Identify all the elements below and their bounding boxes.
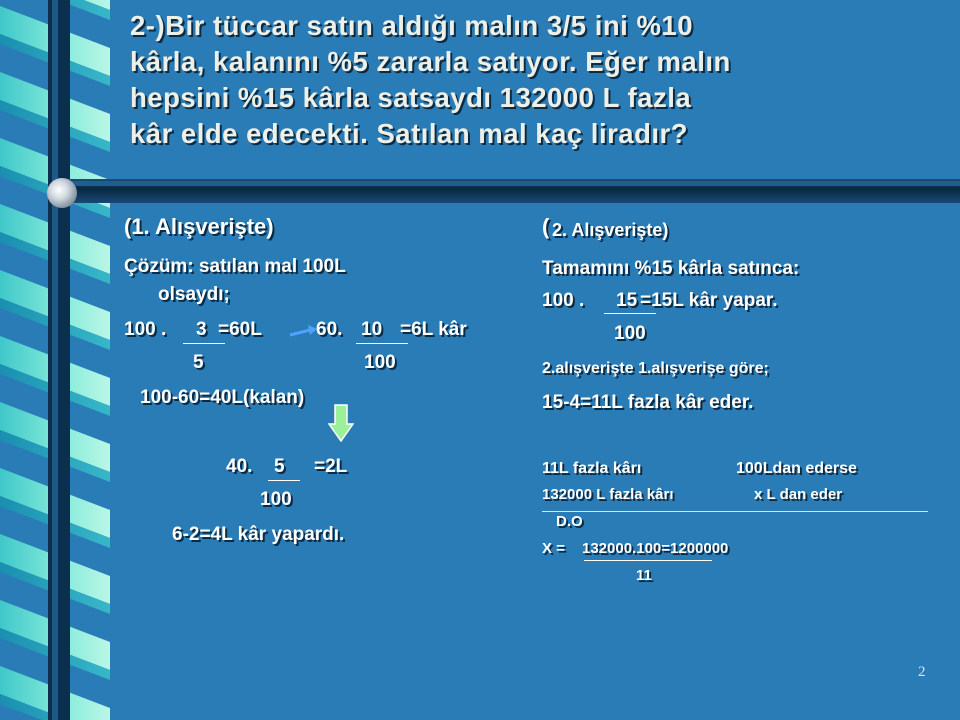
- calc-result: =15L kâr yapar.: [640, 290, 778, 311]
- calc-result: =2L: [314, 456, 348, 477]
- fraction-line: [183, 343, 225, 344]
- solution-line: Çözüm: satılan mal 100L: [124, 256, 346, 277]
- extra-profit-line: 15-4=11L fazla kâr eder.: [542, 392, 754, 413]
- x-equation-prefix: X =: [542, 540, 565, 557]
- calc-prefix: 100 .: [542, 290, 585, 311]
- fraction-numerator: 5: [274, 456, 285, 477]
- right-heading-paren: (: [542, 214, 550, 239]
- right-heading: 2. Alışverişte): [552, 220, 669, 240]
- fraction-line: [604, 313, 656, 314]
- fraction-denominator: 100: [364, 352, 396, 373]
- header-bar-highlight: [64, 181, 960, 186]
- calc-prefix: 100 .: [124, 319, 167, 340]
- calc-result: =60L: [218, 319, 262, 340]
- fraction-line: [584, 560, 712, 561]
- proportion-a: 11L fazla kârı: [542, 460, 642, 477]
- arrow-down-icon: [328, 404, 354, 442]
- calc-result: =6L kâr: [400, 319, 467, 340]
- ribbon-border: [0, 0, 110, 720]
- fraction-denominator: 100: [260, 489, 292, 510]
- calc-prefix: 60.: [316, 319, 343, 340]
- arrow-right-icon: [288, 324, 318, 340]
- fraction-numerator: 3: [196, 319, 207, 340]
- divider-line: [542, 511, 928, 512]
- page-number: 2: [918, 664, 926, 680]
- fraction-numerator: 10: [361, 319, 383, 340]
- title-line: kâr elde edecekti. Satılan mal kaç liradır?: [130, 118, 689, 149]
- full-sale-line: Tamamını %15 kârla satınca:: [542, 258, 800, 279]
- calc-prefix: 40.: [226, 456, 253, 477]
- remaining-amount: 100-60=40L(kalan): [140, 387, 305, 408]
- left-result: 6-2=4L kâr yapardı.: [172, 524, 345, 545]
- fraction-line: [356, 343, 408, 344]
- title-line: 2-)Bir tüccar satın aldığı malın 3/5 ini %10: [130, 10, 694, 41]
- fraction-denominator: 100: [614, 323, 646, 344]
- fraction-denominator: 5: [193, 352, 204, 373]
- proportion-b: 100Ldan ederse: [736, 460, 857, 477]
- left-heading: (1. Alışverişte): [124, 214, 274, 239]
- solution-line: olsaydı;: [158, 284, 230, 305]
- bar-knob: [47, 178, 77, 208]
- x-equation-denominator: 11: [636, 567, 652, 584]
- proportion-b: x L dan eder: [754, 486, 843, 503]
- proportion-a: 132000 L fazla kârı: [542, 486, 674, 503]
- fraction-numerator: 15: [616, 290, 638, 311]
- title-line: hepsini %15 kârla satsaydı 132000 L fazla: [130, 82, 692, 113]
- inverse-proportion-label: D.O: [556, 513, 583, 530]
- problem-title: [130, 8, 930, 152]
- fraction-line: [268, 480, 300, 481]
- x-equation-numerator: 132000.100=1200000: [582, 540, 729, 557]
- comparison-line: 2.alışverişte 1.alışverişe göre;: [542, 360, 769, 377]
- title-line: kârla, kalanını %5 zararla satıyor. Eğer malın: [130, 46, 731, 77]
